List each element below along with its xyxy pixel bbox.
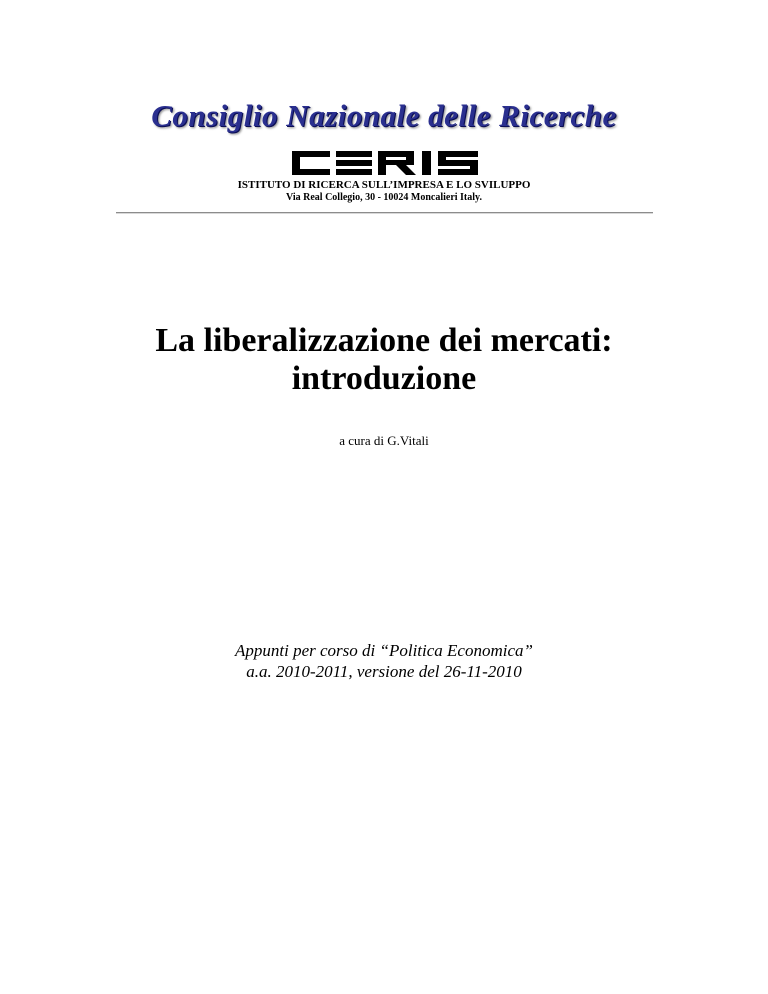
course-notes-line-2: a.a. 2010-2011, versione del 26-11-2010 bbox=[246, 662, 522, 681]
title-line-2: introduzione bbox=[291, 360, 477, 397]
document-title bbox=[0, 322, 768, 398]
course-notes-line-1: Appunti per corso di “Politica Economica” bbox=[235, 641, 533, 660]
editor-credit: a cura di G.Vitali bbox=[339, 433, 429, 448]
title-line-1: La liberalizzazione dei mercati: bbox=[155, 322, 613, 359]
course-notes bbox=[0, 640, 768, 682]
institute-name: ISTITUTO DI RICERCA SULL’IMPRESA E LO SVILUPPO bbox=[237, 179, 531, 191]
header-divider bbox=[116, 212, 653, 214]
ceris-logo bbox=[290, 148, 480, 178]
institute-address: Via Real Collegio, 30 - 10024 Moncalieri Italy. bbox=[286, 192, 482, 203]
cnr-logo: Consiglio Nazionale delle Ricerche bbox=[151, 98, 617, 133]
